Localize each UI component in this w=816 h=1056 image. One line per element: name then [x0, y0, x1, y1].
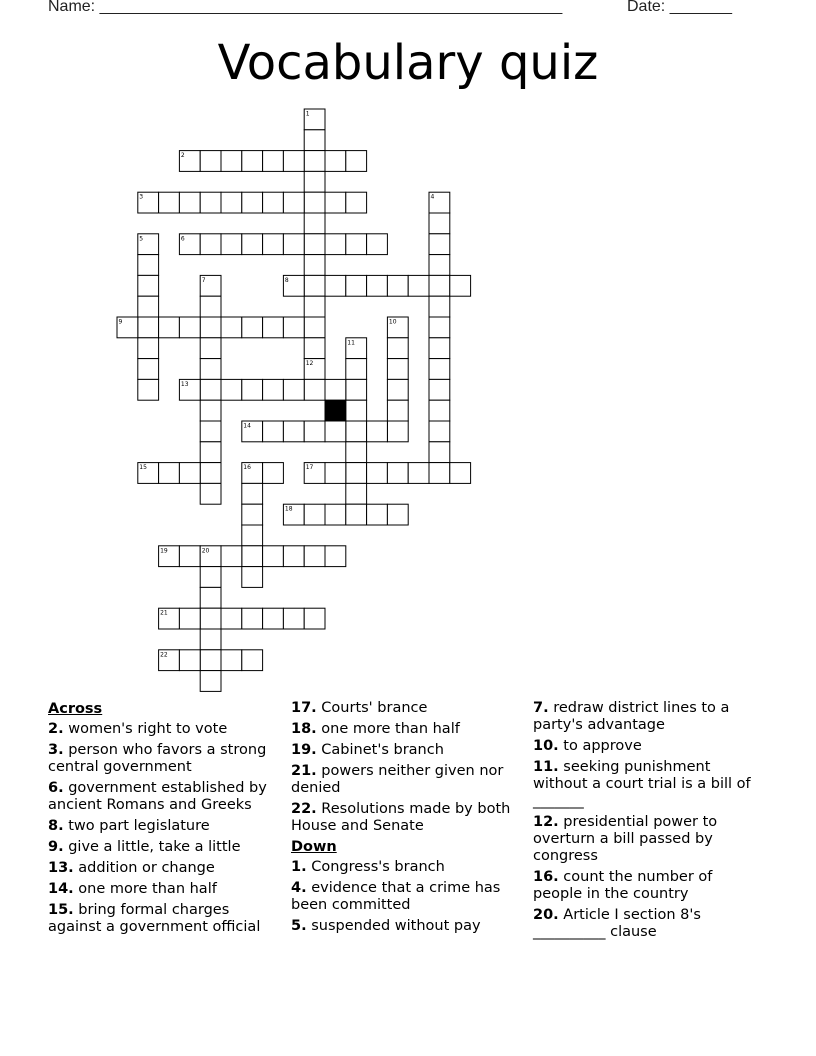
clues-column-1 [48, 700, 284, 940]
clue-number-label: 8. [48, 818, 64, 834]
clue-text: two part legislature [63, 818, 210, 834]
clue-number: 13 [180, 380, 189, 388]
grid-cell[interactable] [304, 504, 325, 525]
clue-item [48, 742, 284, 776]
clue-item [48, 902, 284, 936]
clue-number: 15 [139, 464, 147, 472]
grid-cell[interactable] [283, 379, 304, 400]
clue-item [291, 918, 525, 935]
clue-text: Courts' brance [316, 700, 428, 716]
clue-item [533, 814, 755, 865]
clue-number-label: 20. [533, 907, 559, 923]
grid-cell[interactable] [200, 587, 221, 608]
grid-cell[interactable] [200, 151, 221, 172]
grid-cell[interactable] [200, 421, 221, 442]
grid-cell[interactable] [200, 296, 221, 317]
grid-cell[interactable] [221, 650, 242, 671]
grid-cell[interactable] [200, 463, 221, 484]
grid-cell[interactable] [283, 546, 304, 567]
grid-cell[interactable] [346, 359, 367, 380]
grid-cell[interactable] [263, 463, 284, 484]
clue-number: 21 [160, 609, 168, 617]
grid-cell[interactable] [221, 151, 242, 172]
clue-number: 17 [305, 464, 314, 472]
clue-text: bring formal charges against a government official [48, 902, 261, 935]
page-title: Vocabulary quiz [217, 35, 599, 91]
clue-number: 20 [201, 547, 210, 555]
grid-cell[interactable] [221, 546, 242, 567]
grid-cell[interactable] [325, 234, 346, 255]
clue-item [291, 859, 525, 876]
grid-cell[interactable] [263, 546, 284, 567]
grid-cell[interactable] [200, 338, 221, 359]
grid-cell[interactable] [283, 234, 304, 255]
grid-cell[interactable] [179, 650, 200, 671]
clue-number: 2 [180, 152, 185, 160]
grid-cell[interactable] [304, 234, 325, 255]
grid-cell[interactable] [304, 546, 325, 567]
grid-cell[interactable] [346, 275, 367, 296]
grid-cell[interactable] [346, 379, 367, 400]
grid-cell[interactable] [242, 151, 263, 172]
grid-cell[interactable] [429, 317, 450, 338]
grid-cell[interactable] [304, 379, 325, 400]
grid-cell[interactable] [387, 400, 408, 421]
grid-cell[interactable] [325, 463, 346, 484]
grid-cell[interactable] [387, 359, 408, 380]
grid-cell[interactable] [429, 296, 450, 317]
across-heading: Across [48, 701, 103, 717]
grid-cell[interactable] [242, 192, 263, 213]
clue-number: 18 [284, 505, 293, 513]
clue-number-label: 13. [48, 860, 74, 876]
clue-item [48, 721, 284, 738]
clue-number: 6 [180, 235, 185, 243]
grid-cell[interactable] [138, 296, 159, 317]
grid-cell[interactable] [138, 338, 159, 359]
clue-item [291, 742, 525, 759]
grid-cell[interactable] [283, 317, 304, 338]
clue-text: government established by ancient Romans and Greeks [48, 780, 267, 813]
grid-cell[interactable] [429, 400, 450, 421]
grid-cell[interactable] [367, 504, 388, 525]
grid-cell[interactable] [263, 379, 284, 400]
grid-cell[interactable] [387, 463, 408, 484]
grid-cell[interactable] [304, 130, 325, 151]
grid-cell[interactable] [221, 317, 242, 338]
grid-cell[interactable] [346, 400, 367, 421]
grid-cell[interactable] [367, 234, 388, 255]
clue-number-label: 6. [48, 780, 64, 796]
clues-column-3 [533, 700, 755, 945]
clue-item [291, 721, 525, 738]
grid-cell[interactable] [159, 463, 180, 484]
clue-item [291, 763, 525, 797]
grid-cell[interactable] [304, 255, 325, 276]
grid-cell[interactable] [429, 379, 450, 400]
grid-cell[interactable] [408, 275, 429, 296]
grid-cell[interactable] [387, 275, 408, 296]
clue-number-label: 10. [533, 738, 559, 754]
grid-cell[interactable] [346, 421, 367, 442]
grid-cell[interactable] [221, 608, 242, 629]
clues-column-2 [291, 700, 525, 939]
grid-cell[interactable] [325, 421, 346, 442]
grid-cell[interactable] [346, 192, 367, 213]
grid-cell[interactable] [283, 421, 304, 442]
clue-number-label: 1. [291, 859, 307, 875]
clue-number-label: 11. [533, 759, 559, 775]
clue-text: one more than half [73, 881, 217, 897]
clue-number: 8 [284, 276, 289, 284]
grid-cell[interactable] [387, 421, 408, 442]
grid-cell[interactable] [325, 379, 346, 400]
clue-text: presidential power to overturn a bill passed by congress [533, 814, 718, 864]
grid-cell[interactable] [346, 151, 367, 172]
grid-cell[interactable] [429, 421, 450, 442]
grid-cell[interactable] [304, 317, 325, 338]
grid-cell[interactable] [283, 151, 304, 172]
grid-cell[interactable] [450, 463, 471, 484]
grid-cell[interactable] [304, 151, 325, 172]
clue-number: 11 [347, 339, 355, 347]
grid-cell[interactable] [346, 504, 367, 525]
grid-cell[interactable] [200, 442, 221, 463]
grid-cell[interactable] [408, 463, 429, 484]
grid-cell[interactable] [221, 192, 242, 213]
clue-text: redraw district lines to a party's advantage [533, 700, 730, 733]
grid-cell[interactable] [304, 192, 325, 213]
grid-cell[interactable] [179, 192, 200, 213]
grid-cell[interactable] [138, 317, 159, 338]
clue-number: 9 [118, 318, 123, 326]
clue-number-label: 14. [48, 881, 74, 897]
grid-cell[interactable] [138, 275, 159, 296]
grid-cell[interactable] [304, 275, 325, 296]
clue-number-label: 2. [48, 721, 64, 737]
clue-text: powers neither given nor denied [291, 763, 504, 796]
clue-number: 12 [305, 360, 314, 368]
grid-cell[interactable] [429, 234, 450, 255]
clue-number: 7 [201, 276, 206, 284]
grid-cell[interactable] [221, 379, 242, 400]
grid-cell[interactable] [346, 483, 367, 504]
grid-cell[interactable] [200, 234, 221, 255]
clue-number-label: 22. [291, 801, 317, 817]
grid-cell[interactable] [242, 546, 263, 567]
grid-cell[interactable] [263, 317, 284, 338]
grid-cell[interactable] [304, 296, 325, 317]
clue-item [533, 759, 755, 810]
grid-cell[interactable] [263, 608, 284, 629]
name-label: Name: ____________________________________________________ [48, 0, 563, 15]
clue-number-label: 7. [533, 700, 549, 716]
grid-cell[interactable] [429, 442, 450, 463]
grid-cell[interactable] [304, 338, 325, 359]
clue-item [291, 801, 525, 835]
grid-cell[interactable] [387, 338, 408, 359]
grid-cell[interactable] [429, 359, 450, 380]
grid-cell[interactable] [304, 608, 325, 629]
clue-number-label: 19. [291, 742, 317, 758]
grid-cell[interactable] [387, 379, 408, 400]
clue-item [48, 860, 284, 877]
clue-item [291, 880, 525, 914]
grid-cell[interactable] [346, 463, 367, 484]
clue-text: give a little, take a little [63, 839, 241, 855]
grid-cell[interactable] [159, 317, 180, 338]
clue-item [533, 738, 755, 755]
clue-number-label: 21. [291, 763, 317, 779]
clue-text: to approve [558, 738, 642, 754]
clue-number-label: 17. [291, 700, 317, 716]
clue-number-label: 5. [291, 918, 307, 934]
clue-item [48, 780, 284, 814]
grid-cell[interactable] [200, 629, 221, 650]
clue-item [48, 818, 284, 835]
grid-cell[interactable] [387, 504, 408, 525]
clue-text: addition or change [73, 860, 215, 876]
clue-item [48, 881, 284, 898]
grid-cell[interactable] [263, 421, 284, 442]
grid-cell[interactable] [367, 421, 388, 442]
clue-text: seeking punishment without a court trial is a bill of _______ [533, 759, 751, 809]
clue-number: 22 [160, 651, 168, 659]
grid-cell[interactable] [263, 192, 284, 213]
grid-cell[interactable] [159, 192, 180, 213]
clue-text: Cabinet's branch [316, 742, 444, 758]
grid-cell[interactable] [325, 192, 346, 213]
clue-text: Congress's branch [306, 859, 445, 875]
grid-cell[interactable] [221, 234, 242, 255]
grid-cell[interactable] [200, 192, 221, 213]
grid-cell[interactable] [325, 504, 346, 525]
clue-text: Resolutions made by both House and Senate [291, 801, 511, 834]
grid-cell[interactable] [179, 546, 200, 567]
grid-cell[interactable] [179, 463, 200, 484]
clue-number-label: 16. [533, 869, 559, 885]
grid-cell[interactable] [304, 213, 325, 234]
clue-number-label: 4. [291, 880, 307, 896]
grid-cell[interactable] [429, 338, 450, 359]
grid-cell[interactable] [242, 379, 263, 400]
grid-cell[interactable] [242, 504, 263, 525]
clue-text: one more than half [316, 721, 460, 737]
clue-number-label: 12. [533, 814, 559, 830]
clue-item [533, 907, 755, 941]
clue-number: 1 [305, 110, 310, 118]
grid-cell[interactable] [242, 525, 263, 546]
clue-item [533, 869, 755, 903]
grid-cell[interactable] [138, 255, 159, 276]
grid-cell[interactable] [138, 359, 159, 380]
grid-cell[interactable] [346, 442, 367, 463]
clue-number: 16 [243, 464, 251, 472]
black-cell [325, 400, 346, 421]
grid-cell[interactable] [283, 608, 304, 629]
clue-number: 4 [430, 193, 435, 201]
clue-text: Article I section 8's __________ clause [533, 907, 701, 940]
clue-number: 3 [139, 193, 144, 201]
grid-cell[interactable] [367, 463, 388, 484]
grid-cell[interactable] [429, 463, 450, 484]
grid-cell[interactable] [429, 213, 450, 234]
grid-cell[interactable] [242, 234, 263, 255]
clue-number: 14 [243, 422, 251, 430]
grid-cell[interactable] [242, 567, 263, 588]
grid-cell[interactable] [138, 379, 159, 400]
clue-text: suspended without pay [306, 918, 481, 934]
grid-cell[interactable] [429, 255, 450, 276]
grid-cell[interactable] [263, 151, 284, 172]
clue-number: 19 [160, 547, 168, 555]
grid-cell[interactable] [325, 546, 346, 567]
clue-number-label: 15. [48, 902, 74, 918]
clue-text: women's right to vote [63, 721, 228, 737]
grid-cell[interactable] [179, 608, 200, 629]
grid-cell[interactable] [304, 171, 325, 192]
clue-number-label: 18. [291, 721, 317, 737]
grid-cell[interactable] [325, 151, 346, 172]
grid-cell[interactable] [242, 650, 263, 671]
grid-cell[interactable] [346, 234, 367, 255]
grid-cell[interactable] [429, 275, 450, 296]
grid-cell[interactable] [200, 567, 221, 588]
grid-cell[interactable] [367, 275, 388, 296]
date-label: Date: _______ [627, 0, 732, 15]
grid-cell[interactable] [242, 608, 263, 629]
clue-number-label: 9. [48, 839, 64, 855]
clue-text: evidence that a crime has been committed [291, 880, 501, 913]
grid-cell[interactable] [450, 275, 471, 296]
grid-cell[interactable] [200, 400, 221, 421]
grid-cell[interactable] [200, 671, 221, 692]
clue-item [48, 839, 284, 856]
grid-cell[interactable] [200, 650, 221, 671]
down-heading: Down [291, 839, 337, 855]
grid-cell[interactable] [200, 359, 221, 380]
grid-cell[interactable] [200, 317, 221, 338]
grid-cell[interactable] [179, 317, 200, 338]
grid-cell[interactable] [304, 421, 325, 442]
clue-item [291, 700, 525, 717]
grid-cell[interactable] [325, 275, 346, 296]
grid-cell[interactable] [200, 608, 221, 629]
clue-item [533, 700, 755, 734]
clue-number-label: 3. [48, 742, 64, 758]
grid-cell[interactable] [242, 483, 263, 504]
grid-cell[interactable] [242, 317, 263, 338]
grid-cell[interactable] [200, 379, 221, 400]
clue-text: count the number of people in the country [533, 869, 713, 902]
clue-number: 10 [388, 318, 397, 326]
grid-cell[interactable] [200, 483, 221, 504]
clue-text: person who favors a strong central government [48, 742, 267, 775]
clue-number: 5 [139, 235, 144, 243]
grid-cell[interactable] [283, 192, 304, 213]
grid-cell[interactable] [263, 234, 284, 255]
